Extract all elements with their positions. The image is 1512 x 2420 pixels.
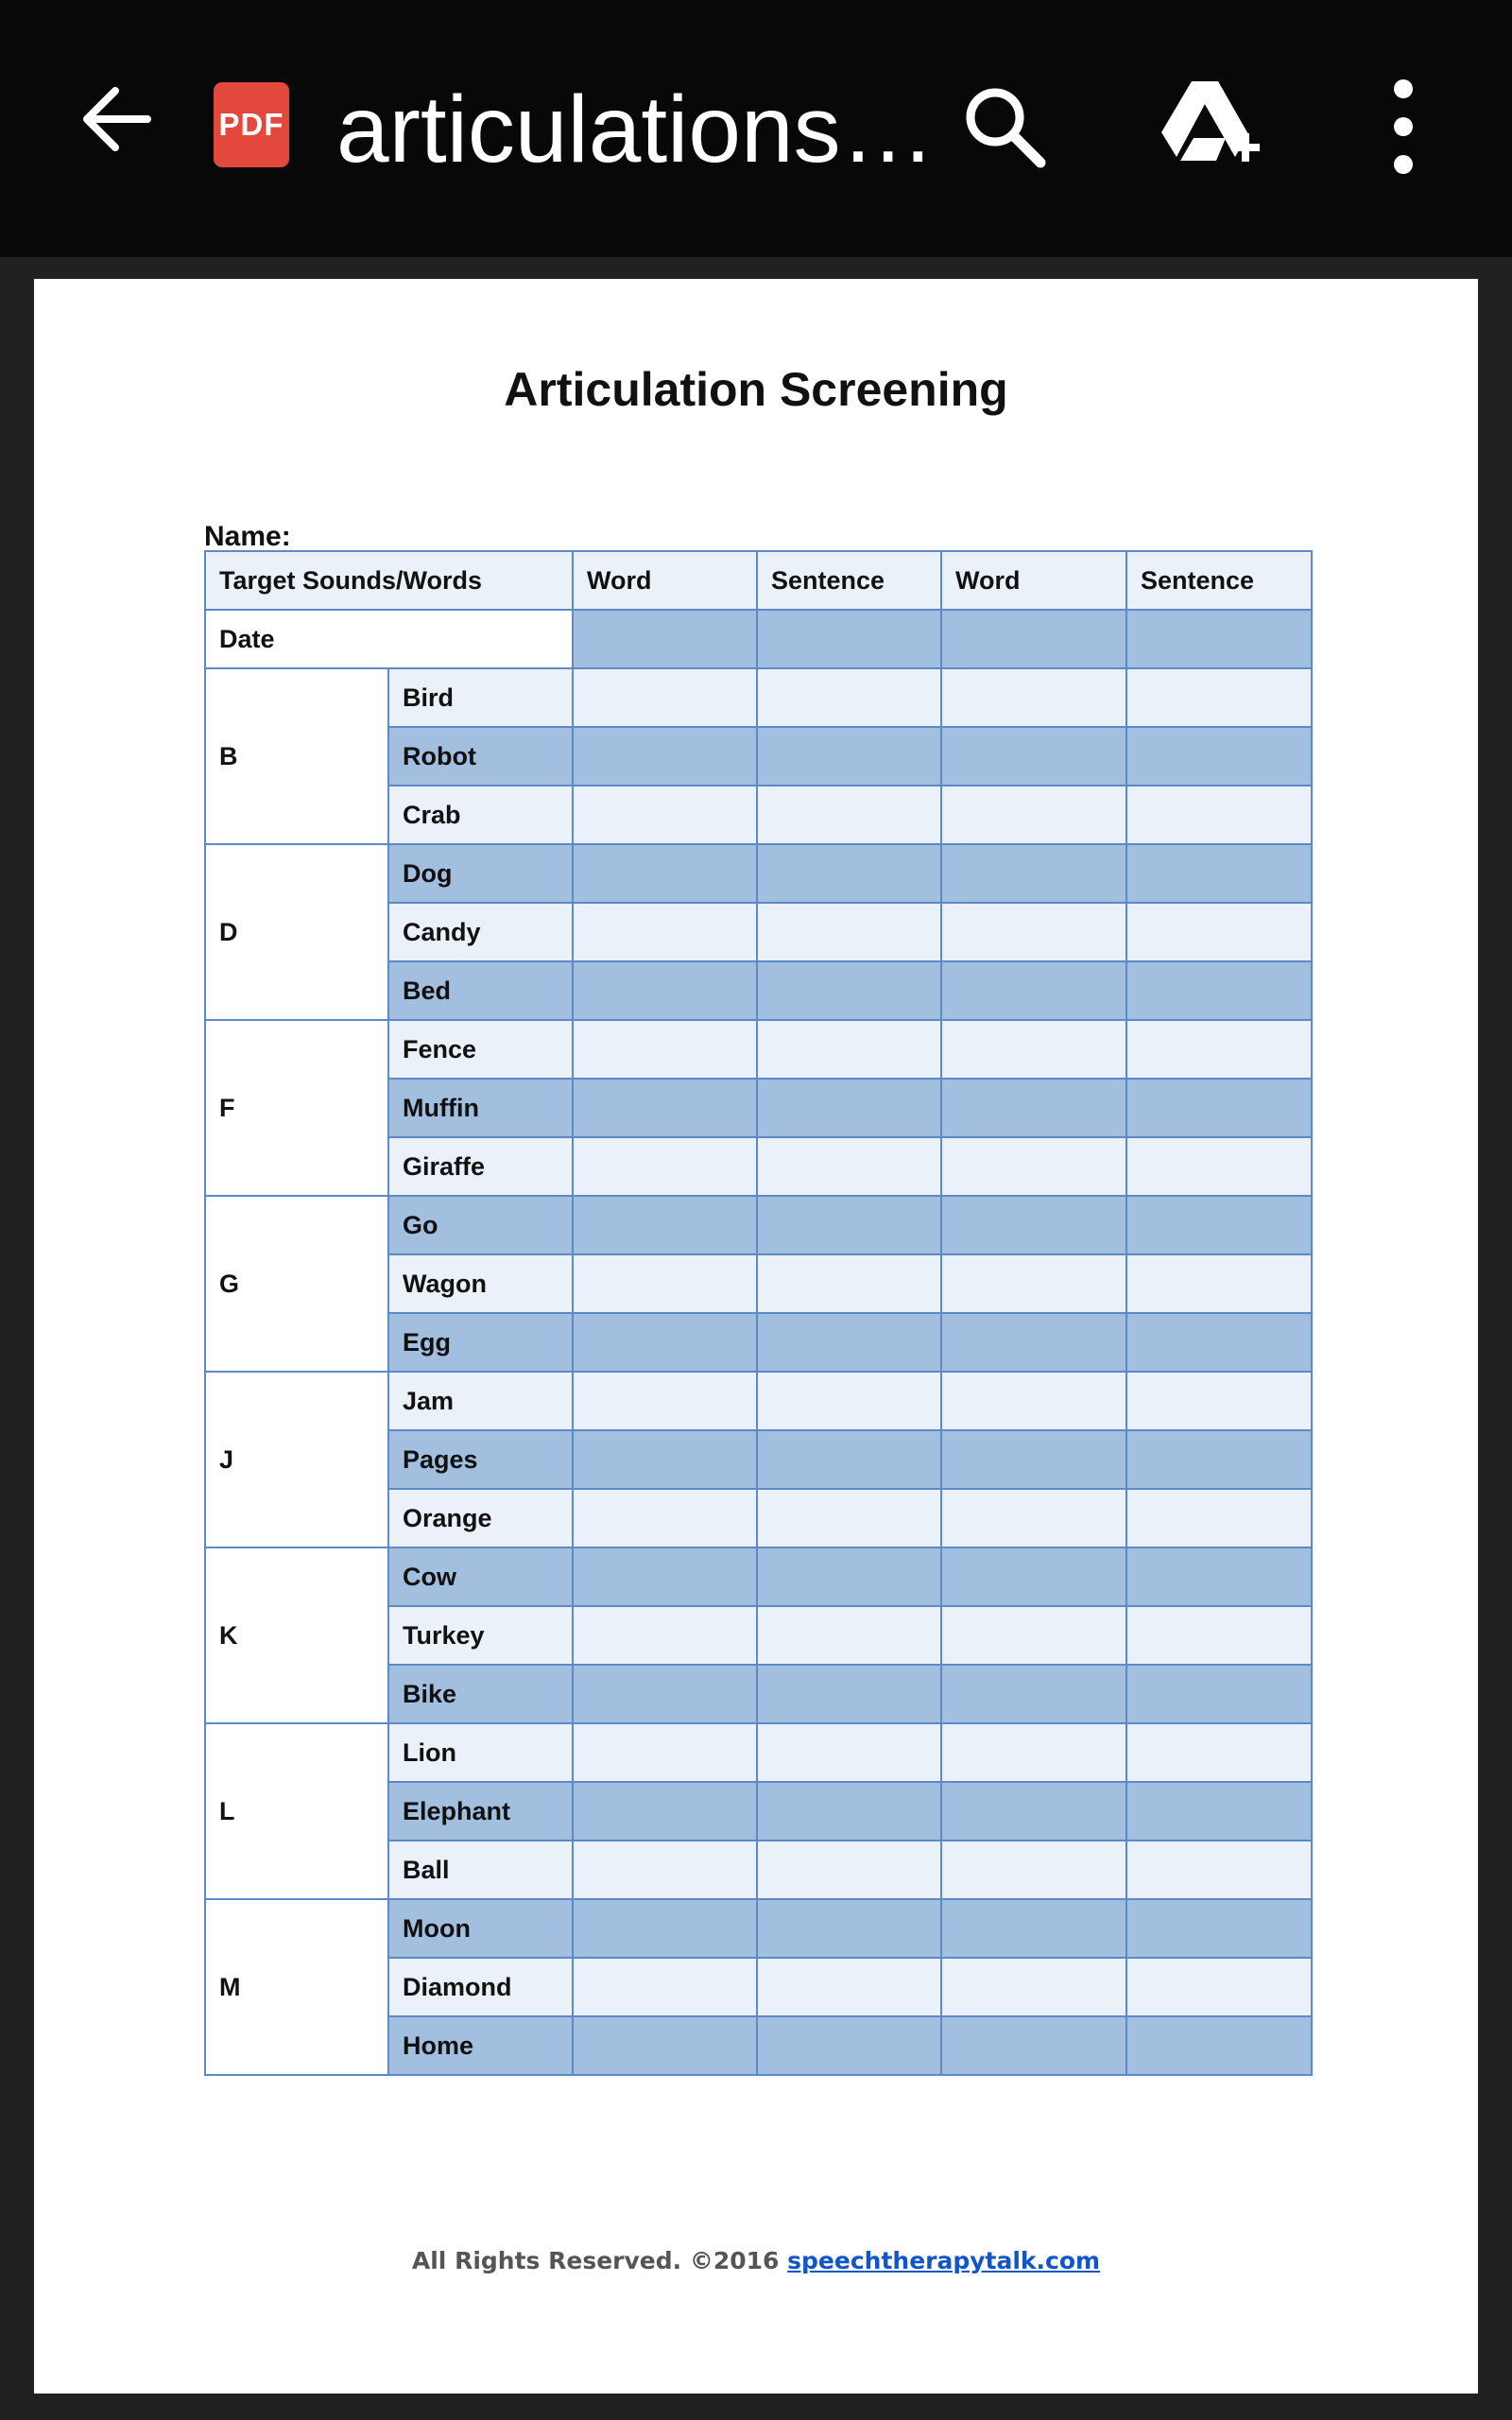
score-cell bbox=[573, 1489, 757, 1547]
score-cell bbox=[941, 1841, 1126, 1899]
table-row bbox=[205, 1372, 1312, 1430]
header-sentence-2: Sentence bbox=[1126, 551, 1312, 610]
document-title: articulations… bbox=[336, 77, 936, 182]
table-row bbox=[205, 1020, 1312, 1079]
score-cell bbox=[573, 1899, 757, 1958]
date-row bbox=[205, 610, 1312, 668]
target-word: Turkey bbox=[388, 1606, 573, 1665]
score-cell bbox=[941, 1547, 1126, 1606]
date-cell bbox=[573, 610, 757, 668]
drive-add-icon[interactable] bbox=[1158, 78, 1263, 174]
score-cell bbox=[1126, 903, 1312, 961]
score-cell bbox=[573, 1841, 757, 1899]
score-cell bbox=[757, 844, 941, 903]
target-word: Robot bbox=[388, 727, 573, 786]
table-row bbox=[205, 844, 1312, 903]
score-cell bbox=[941, 668, 1126, 727]
score-cell bbox=[1126, 1899, 1312, 1958]
score-cell bbox=[941, 961, 1126, 1020]
copyright-text: All Rights Reserved. ©2016 bbox=[411, 2247, 788, 2274]
date-cell bbox=[941, 610, 1126, 668]
table-row bbox=[205, 1899, 1312, 1958]
target-word: Dog bbox=[388, 844, 573, 903]
back-arrow-icon[interactable] bbox=[77, 79, 157, 159]
score-cell bbox=[757, 1723, 941, 1782]
score-cell bbox=[757, 961, 941, 1020]
score-cell bbox=[1126, 668, 1312, 727]
score-cell bbox=[1126, 1723, 1312, 1782]
score-cell bbox=[757, 1782, 941, 1841]
score-cell bbox=[573, 1254, 757, 1313]
target-word: Egg bbox=[388, 1313, 573, 1372]
score-cell bbox=[1126, 1841, 1312, 1899]
target-word: Ball bbox=[388, 1841, 573, 1899]
target-word: Giraffe bbox=[388, 1137, 573, 1196]
score-cell bbox=[757, 2016, 941, 2075]
score-cell bbox=[757, 1665, 941, 1723]
score-cell bbox=[1126, 1137, 1312, 1196]
table-header-row bbox=[205, 551, 1312, 610]
target-word: Muffin bbox=[388, 1079, 573, 1137]
score-cell bbox=[757, 1137, 941, 1196]
score-cell bbox=[941, 1430, 1126, 1489]
score-cell bbox=[573, 1372, 757, 1430]
score-cell bbox=[757, 1254, 941, 1313]
score-cell bbox=[941, 1020, 1126, 1079]
score-cell bbox=[757, 1079, 941, 1137]
target-word: Pages bbox=[388, 1430, 573, 1489]
table-row bbox=[205, 1723, 1312, 1782]
target-word: Lion bbox=[388, 1723, 573, 1782]
target-word: Cow bbox=[388, 1547, 573, 1606]
score-cell bbox=[757, 1372, 941, 1430]
score-cell bbox=[573, 1665, 757, 1723]
score-cell bbox=[757, 1020, 941, 1079]
score-cell bbox=[1126, 1547, 1312, 1606]
score-cell bbox=[757, 1547, 941, 1606]
sound-label: G bbox=[205, 1196, 388, 1372]
sound-label: L bbox=[205, 1723, 388, 1899]
target-word: Go bbox=[388, 1196, 573, 1254]
table-row bbox=[205, 1547, 1312, 1606]
score-cell bbox=[1126, 1020, 1312, 1079]
score-cell bbox=[757, 1841, 941, 1899]
target-word: Wagon bbox=[388, 1254, 573, 1313]
date-cell bbox=[757, 610, 941, 668]
score-cell bbox=[941, 1665, 1126, 1723]
target-word: Bike bbox=[388, 1665, 573, 1723]
pdf-page[interactable] bbox=[34, 279, 1478, 2394]
score-cell bbox=[941, 786, 1126, 844]
header-word-1: Word bbox=[573, 551, 757, 610]
score-cell bbox=[1126, 961, 1312, 1020]
score-cell bbox=[1126, 786, 1312, 844]
score-cell bbox=[941, 1254, 1126, 1313]
score-cell bbox=[941, 727, 1126, 786]
target-word: Orange bbox=[388, 1489, 573, 1547]
target-word: Candy bbox=[388, 903, 573, 961]
search-icon[interactable] bbox=[959, 81, 1050, 172]
date-label: Date bbox=[205, 610, 573, 668]
score-cell bbox=[757, 1899, 941, 1958]
target-word: Elephant bbox=[388, 1782, 573, 1841]
score-cell bbox=[757, 1196, 941, 1254]
score-cell bbox=[757, 1489, 941, 1547]
score-cell bbox=[941, 844, 1126, 903]
score-cell bbox=[573, 2016, 757, 2075]
more-vert-icon[interactable] bbox=[1382, 76, 1425, 178]
score-cell bbox=[573, 1782, 757, 1841]
score-cell bbox=[573, 786, 757, 844]
score-cell bbox=[573, 1723, 757, 1782]
score-cell bbox=[941, 1899, 1126, 1958]
score-cell bbox=[941, 903, 1126, 961]
header-word-2: Word bbox=[941, 551, 1126, 610]
score-cell bbox=[941, 1723, 1126, 1782]
page-title: Articulation Screening bbox=[504, 363, 1008, 416]
table-row bbox=[205, 1196, 1312, 1254]
name-blank-line bbox=[293, 518, 595, 553]
target-word: Home bbox=[388, 2016, 573, 2075]
score-cell bbox=[1126, 1079, 1312, 1137]
score-cell bbox=[573, 1079, 757, 1137]
score-cell bbox=[757, 668, 941, 727]
sound-label: K bbox=[205, 1547, 388, 1723]
score-cell bbox=[757, 1313, 941, 1372]
score-cell bbox=[1126, 1665, 1312, 1723]
app-bar bbox=[0, 0, 1512, 257]
table-row bbox=[205, 668, 1312, 727]
score-cell bbox=[1126, 727, 1312, 786]
score-cell bbox=[573, 1137, 757, 1196]
score-cell bbox=[757, 727, 941, 786]
pdf-file-icon: PDF bbox=[214, 82, 289, 167]
target-word: Fence bbox=[388, 1020, 573, 1079]
score-cell bbox=[573, 1958, 757, 2016]
score-cell bbox=[757, 1430, 941, 1489]
score-cell bbox=[573, 1196, 757, 1254]
score-cell bbox=[941, 1372, 1126, 1430]
score-cell bbox=[941, 2016, 1126, 2075]
sound-label: D bbox=[205, 844, 388, 1020]
score-cell bbox=[573, 1430, 757, 1489]
score-cell bbox=[941, 1079, 1126, 1137]
date-cell bbox=[1126, 610, 1312, 668]
score-cell bbox=[941, 1606, 1126, 1665]
score-cell bbox=[1126, 1254, 1312, 1313]
score-cell bbox=[1126, 1782, 1312, 1841]
score-cell bbox=[941, 1489, 1126, 1547]
score-cell bbox=[757, 1606, 941, 1665]
score-cell bbox=[757, 903, 941, 961]
target-word: Bird bbox=[388, 668, 573, 727]
website-link[interactable]: speechtherapytalk.com bbox=[787, 2247, 1101, 2274]
score-cell bbox=[941, 1958, 1126, 2016]
score-cell bbox=[1126, 1372, 1312, 1430]
score-cell bbox=[573, 1313, 757, 1372]
sound-label: M bbox=[205, 1899, 388, 2075]
score-cell bbox=[573, 844, 757, 903]
score-cell bbox=[1126, 1489, 1312, 1547]
score-cell bbox=[941, 1782, 1126, 1841]
target-word: Bed bbox=[388, 961, 573, 1020]
score-cell bbox=[941, 1313, 1126, 1372]
score-cell bbox=[573, 903, 757, 961]
score-cell bbox=[573, 1606, 757, 1665]
target-word: Crab bbox=[388, 786, 573, 844]
score-cell bbox=[757, 786, 941, 844]
header-sentence-1: Sentence bbox=[757, 551, 941, 610]
score-cell bbox=[757, 1958, 941, 2016]
header-target-sounds: Target Sounds/Words bbox=[205, 551, 573, 610]
target-word: Moon bbox=[388, 1899, 573, 1958]
score-cell bbox=[1126, 1606, 1312, 1665]
score-cell bbox=[941, 1196, 1126, 1254]
score-cell bbox=[1126, 2016, 1312, 2075]
sound-label: F bbox=[205, 1020, 388, 1196]
target-word: Jam bbox=[388, 1372, 573, 1430]
score-cell bbox=[573, 961, 757, 1020]
score-cell bbox=[1126, 1313, 1312, 1372]
score-cell bbox=[573, 1547, 757, 1606]
score-cell bbox=[1126, 1430, 1312, 1489]
page-footer bbox=[34, 2247, 1478, 2274]
score-cell bbox=[1126, 1196, 1312, 1254]
screening-table bbox=[204, 550, 1313, 2076]
score-cell bbox=[573, 1020, 757, 1079]
name-field bbox=[204, 515, 595, 553]
score-cell bbox=[1126, 844, 1312, 903]
name-label: Name: bbox=[204, 521, 291, 552]
score-cell bbox=[573, 727, 757, 786]
sound-label: J bbox=[205, 1372, 388, 1547]
score-cell bbox=[573, 668, 757, 727]
sound-label: B bbox=[205, 668, 388, 844]
score-cell bbox=[941, 1137, 1126, 1196]
target-word: Diamond bbox=[388, 1958, 573, 2016]
score-cell bbox=[1126, 1958, 1312, 2016]
